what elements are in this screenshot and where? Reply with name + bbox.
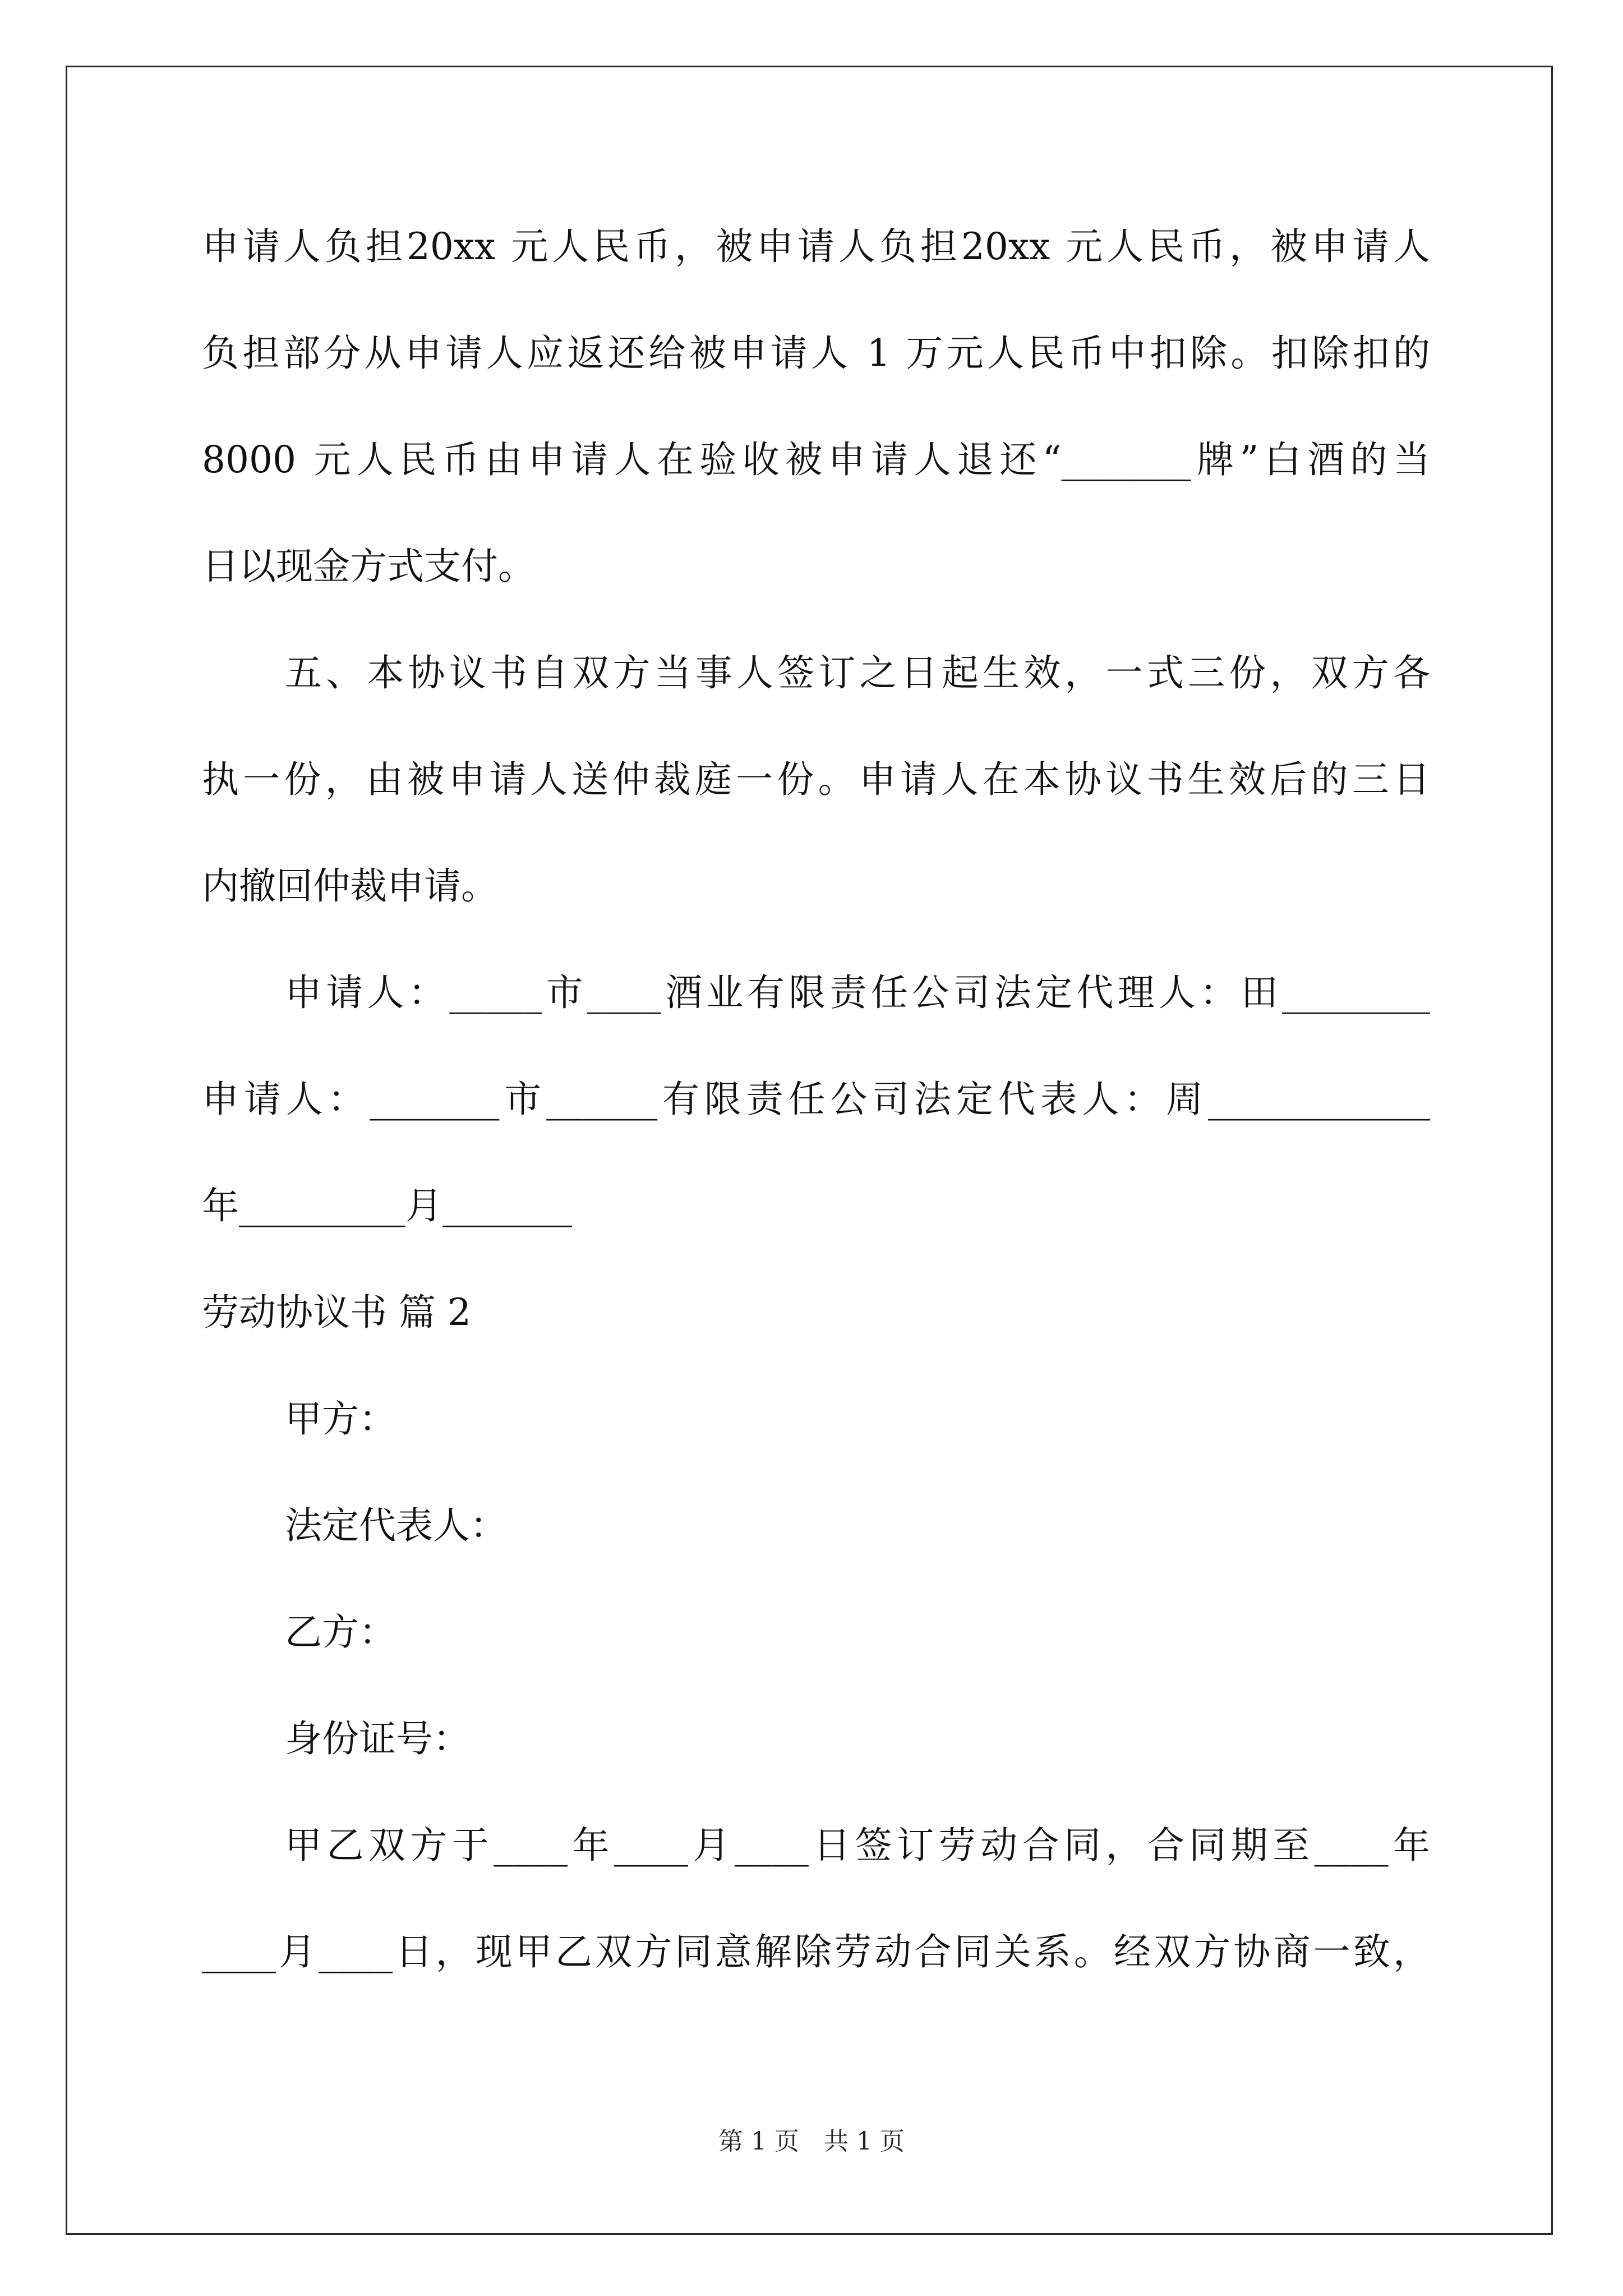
paragraph-line: 申请人负担20xx 元人民币，被申请人负担20xx 元人民币，被申请人	[202, 225, 1430, 268]
party-a-label: 甲方：	[285, 1397, 396, 1441]
party-b-label: 乙方：	[285, 1611, 396, 1654]
paragraph-line: 负担部分从申请人应返还给被申请人 1 万元人民币中扣除。扣除扣的	[202, 332, 1430, 375]
legal-rep-label: 法定代表人：	[285, 1504, 507, 1547]
paragraph-line: 五、本协议书自双方当事人签订之日起生效，一式三份，双方各	[285, 651, 1430, 694]
paragraph-line: 日以现金方式支付。	[202, 545, 535, 588]
paragraph-line: 8000 元人民币由申请人在验收被申请人退还“_______牌”白酒的当	[202, 438, 1430, 481]
page-number-footer: 第 1 页 共 1 页	[718, 2127, 905, 2156]
id-number-label: 身份证号：	[285, 1717, 470, 1760]
paragraph-line: 执一份，由被申请人送仲裁庭一份。申请人在本协议书生效后的三日	[202, 758, 1430, 801]
paragraph-line: ____月____日，现甲乙双方同意解除劳动合同关系。经双方协商一致，	[202, 1930, 1430, 1973]
signature-line: 申请人：_______市______有限责任公司法定代表人：周____________	[202, 1078, 1430, 1121]
page-border	[66, 66, 1553, 2235]
date-line: 年_________月_______	[202, 1184, 572, 1227]
section-title: 劳动协议书 篇 2	[202, 1291, 471, 1334]
paragraph-line: 甲乙双方于____年____月____日签订劳动合同，合同期至____年	[285, 1824, 1430, 1867]
paragraph-line: 内撤回仲裁申请。	[202, 864, 498, 908]
signature-line: 申请人：_____市____酒业有限责任公司法定代理人：田________	[285, 971, 1430, 1014]
